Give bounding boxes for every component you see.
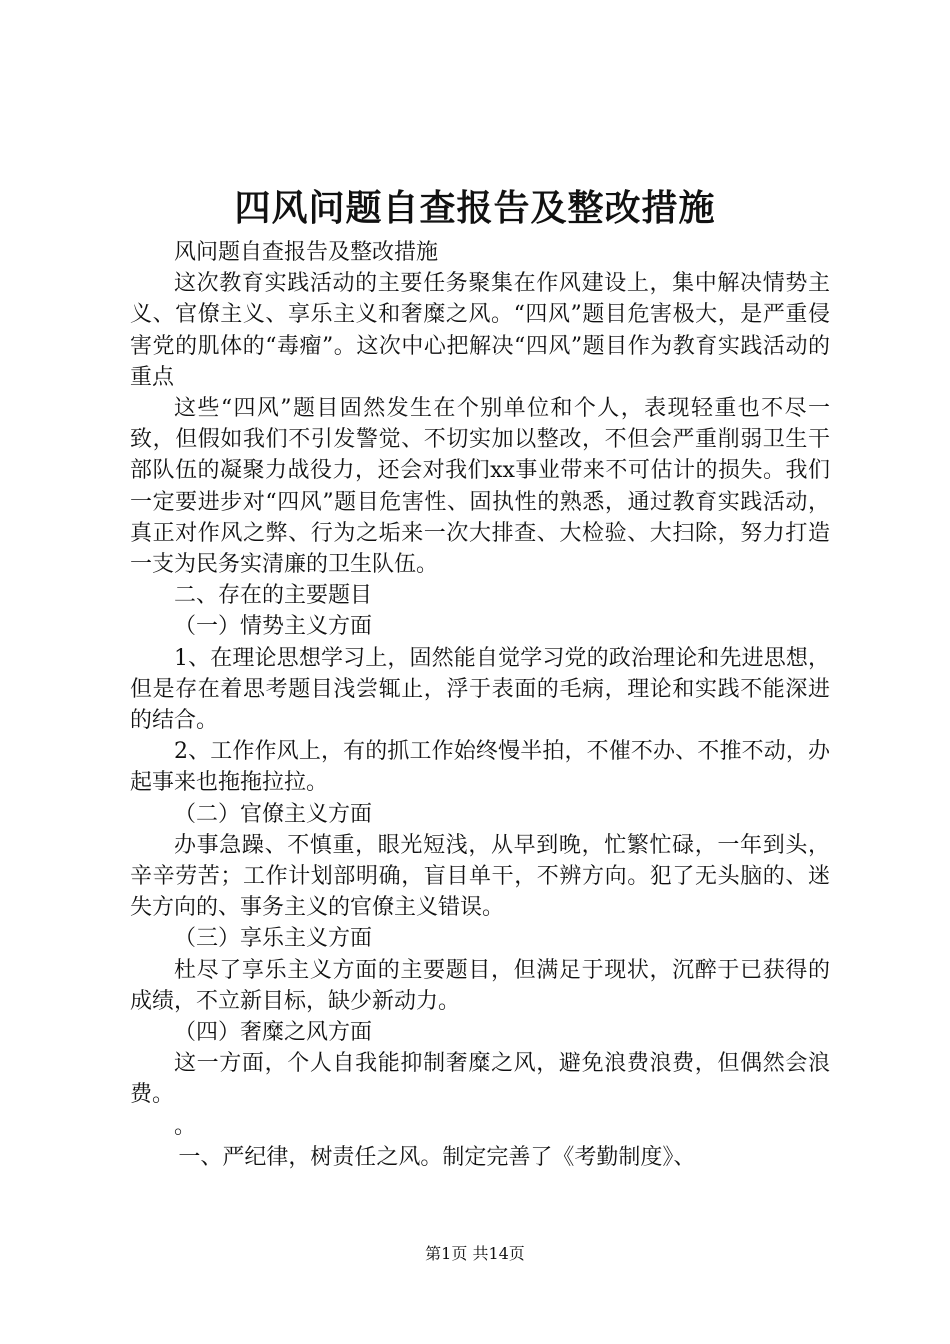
subsection-heading: （二）官僚主义方面 — [174, 801, 373, 827]
paragraph: 1、在理论思想学习上，固然能自觉学习党的政治理论和先进思想，但是存在着思考题目浅尝辄止，浮于表面的毛病，理论和实践不能深进的结合。 — [130, 645, 830, 734]
paragraph: 风问题自查报告及整改措施 — [174, 240, 439, 265]
paragraph: 2、工作作风上，有的抓工作始终慢半拍，不催不办、不推不动，办起事来也拖拖拉拉。 — [130, 739, 830, 796]
subsection-heading: （一）情势主义方面 — [174, 614, 373, 640]
subsection-heading: （三）享乐主义方面 — [174, 926, 373, 952]
paragraph: 杜尽了享乐主义方面的主要题目，但满足于现状，沉醉于已获得的成绩，不立新目标，缺少新动力。 — [130, 957, 830, 1014]
paragraph: 这次教育实践活动的主要任务聚集在作风建设上，集中解决情势主义、官僚主义、享乐主义和奢糜之风。“四风”题目危害极大，是严重侵害党的肌体的“毒瘤”。这次中心把解决“四风”题目作为教育实践活动的重点 — [130, 271, 830, 390]
page-number: 第1页 共14页 — [425, 1244, 525, 1263]
paragraph: 办事急躁、不慎重，眼光短浅，从早到晚，忙繁忙碌，一年到头，辛辛劳苦；工作计划部明确，盲目单干，不辨方向。犯了无头脑的、迷失方向的、事务主义的官僚主义错误。 — [130, 832, 830, 921]
paragraph: 一、严纪律，树责任之风。制定完善了《考勤制度》、 — [178, 1144, 696, 1170]
document-title: 四风问题自查报告及整改措施 — [234, 188, 716, 229]
subsection-heading: （四）奢糜之风方面 — [174, 1020, 373, 1046]
paragraph: 这一方面，个人自我能抑制奢糜之风，避免浪费浪费，但偶然会浪费。 — [130, 1051, 830, 1108]
paragraph: 。 — [174, 1113, 197, 1139]
document-body — [130, 237, 830, 1173]
section-heading: 二、存在的主要题目 — [174, 583, 373, 609]
paragraph: 这些“四风”题目固然发生在个别单位和个人，表现轻重也不尽一致，但假如我们不引发警觉、不切实加以整改，不但会严重削弱卫生干部队伍的凝聚力战役力，还会对我们xx事业带来不可估计的损失。我们一定要进步对“四风”题目危害性、固执性的熟悉，通过教育实践活动，真正对作风之弊、行为之垢来一次大排查、大检验、大扫除，努力打造一支为民务实清廉的卫生队伍。 — [130, 396, 830, 578]
